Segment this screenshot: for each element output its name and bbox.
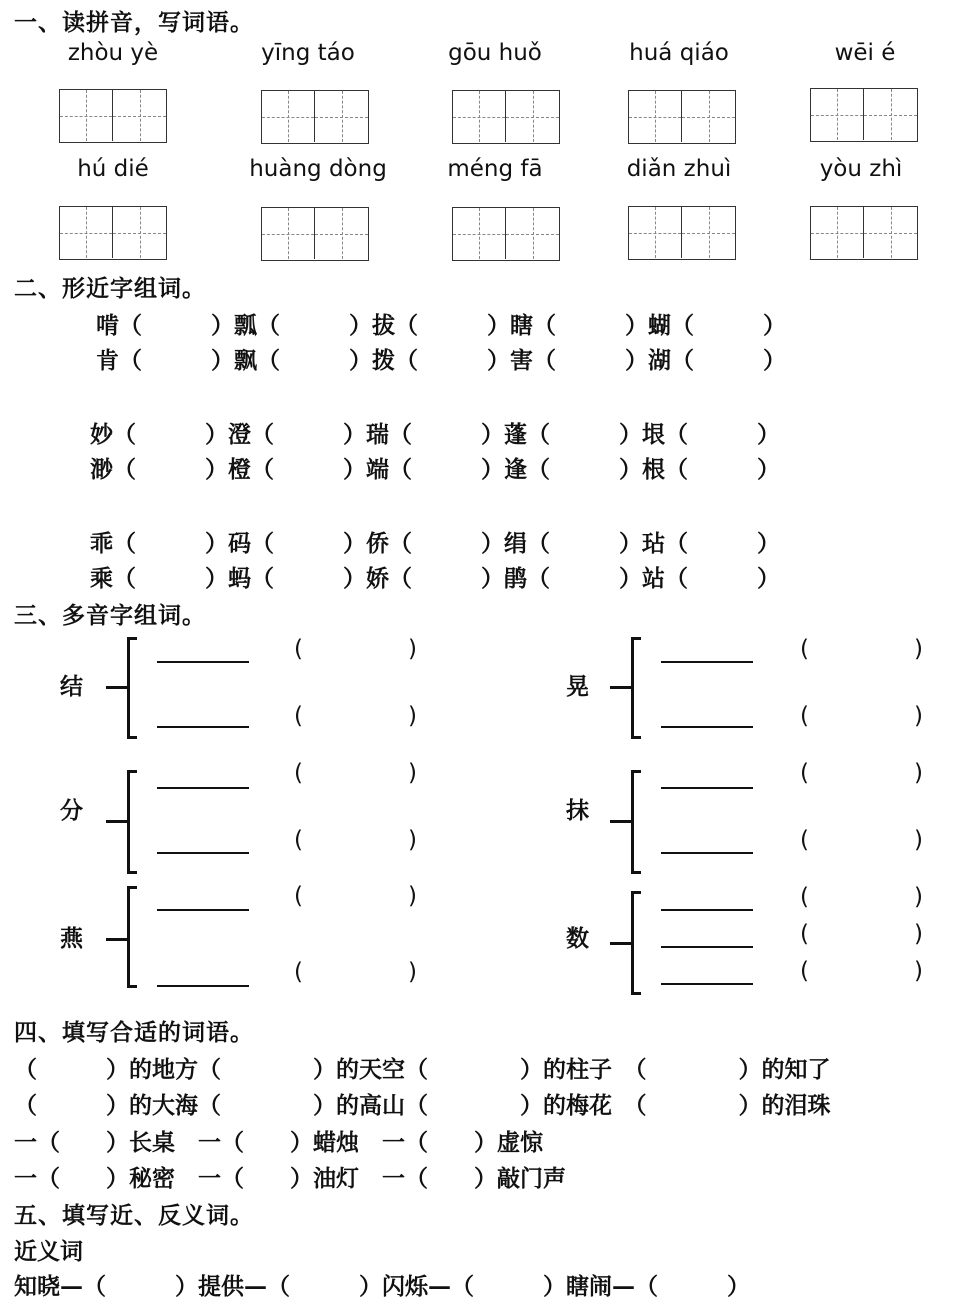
close-paren: ) [408,703,417,729]
pinyin-4: huá qiáo [629,40,729,66]
pinyin-2: yīng táo [261,40,355,66]
synonym-row: 知晓—（ ）提供—（ ）闪烁—（ ）瞎闹—（ ） [14,1273,750,1300]
open-paren: ( [800,636,809,662]
open-paren: ( [800,760,809,786]
pinyin-5: wēi é [834,40,896,66]
brace-stub [610,820,632,823]
poly-char-mo: 抹 [566,797,589,824]
similar-row-1: 啃（ ）瓢（ ）拔（ ）瞎（ ）蝴（ ） [96,312,786,339]
poly-char-fen: 分 [60,797,83,824]
close-paren: ) [914,636,923,662]
writing-grid[interactable] [59,89,167,143]
answer-line[interactable] [157,985,249,987]
poly-char-yan: 燕 [60,925,83,952]
writing-grid[interactable] [452,90,560,144]
open-paren: ( [294,883,303,909]
pinyin-9: diǎn zhuì [626,156,732,182]
answer-line[interactable] [157,726,249,728]
pinyin-8: méng fā [447,156,543,182]
close-paren: ) [914,884,923,910]
answer-line[interactable] [157,787,249,789]
fill-row-2: （ ）的大海（ ）的高山（ ）的梅花 （ ）的泪珠 [14,1092,831,1119]
section-3-heading: 三、多音字组词。 [14,602,206,629]
poly-char-jie: 结 [60,673,83,700]
writing-grid[interactable] [628,206,736,260]
brace [127,886,137,988]
brace-stub [610,942,632,945]
section-2-heading: 二、形近字组词。 [14,275,206,302]
open-paren: ( [800,958,809,984]
close-paren: ) [408,883,417,909]
answer-line[interactable] [157,661,249,663]
answer-line[interactable] [661,909,753,911]
answer-line[interactable] [661,983,753,985]
fill-row-1: （ ）的地方（ ）的天空（ ）的柱子 （ ）的知了 [14,1056,831,1083]
answer-line[interactable] [157,852,249,854]
pinyin-1: zhòu yè [67,40,159,66]
section-4-heading: 四、填写合适的词语。 [14,1019,254,1046]
similar-row-2: 肯（ ）飘（ ）拨（ ）害（ ）湖（ ） [96,347,786,374]
answer-line[interactable] [661,852,753,854]
brace-stub [106,820,128,823]
brace-stub [106,938,128,941]
close-paren: ) [408,959,417,985]
brace [127,637,137,739]
open-paren: ( [294,703,303,729]
brace-stub [106,686,128,689]
brace-stub [610,686,632,689]
close-paren: ) [914,921,923,947]
close-paren: ) [914,703,923,729]
open-paren: ( [800,827,809,853]
similar-row-6: 乘（ ）蚂（ ）娇（ ）鹃（ ）站（ ） [90,565,780,592]
pinyin-3: gōu huǒ [448,40,542,66]
section-1-heading: 一、读拼音，写词语。 [14,9,254,36]
brace [631,770,641,874]
poly-char-huang: 晃 [566,673,589,700]
poly-char-shu: 数 [566,925,589,952]
writing-grid[interactable] [810,88,918,142]
close-paren: ) [914,958,923,984]
fill-row-4: 一（ ）秘密 一（ ）油灯 一（ ）敲门声 [14,1165,566,1192]
open-paren: ( [294,760,303,786]
answer-line[interactable] [157,909,249,911]
answer-line[interactable] [661,787,753,789]
fill-row-3: 一（ ）长桌 一（ ）蜡烛 一（ ）虚惊 [14,1129,543,1156]
writing-grid[interactable] [261,207,369,261]
answer-line[interactable] [661,661,753,663]
synonym-label: 近义词 [14,1238,83,1265]
brace [127,770,137,874]
close-paren: ) [914,827,923,853]
writing-grid[interactable] [261,90,369,144]
open-paren: ( [800,921,809,947]
answer-line[interactable] [661,726,753,728]
open-paren: ( [294,636,303,662]
open-paren: ( [800,884,809,910]
close-paren: ) [408,827,417,853]
section-5-heading: 五、填写近、反义词。 [14,1202,254,1229]
open-paren: ( [800,703,809,729]
pinyin-6: hú dié [77,156,149,182]
writing-grid[interactable] [59,206,167,260]
close-paren: ) [914,760,923,786]
close-paren: ) [408,636,417,662]
pinyin-7: huàng dòng [249,156,387,182]
open-paren: ( [294,827,303,853]
answer-line[interactable] [661,946,753,948]
brace [631,891,641,995]
close-paren: ) [408,760,417,786]
writing-grid[interactable] [810,206,918,260]
writing-grid[interactable] [452,207,560,261]
similar-row-3: 妙（ ）澄（ ）瑞（ ）蓬（ ）垠（ ） [90,421,780,448]
pinyin-10: yòu zhì [819,156,903,182]
similar-row-4: 渺（ ）橙（ ）端（ ）逢（ ）根（ ） [90,456,780,483]
writing-grid[interactable] [628,90,736,144]
open-paren: ( [294,959,303,985]
brace [631,637,641,739]
similar-row-5: 乖（ ）码（ ）侨（ ）绢（ ）玷（ ） [90,530,780,557]
